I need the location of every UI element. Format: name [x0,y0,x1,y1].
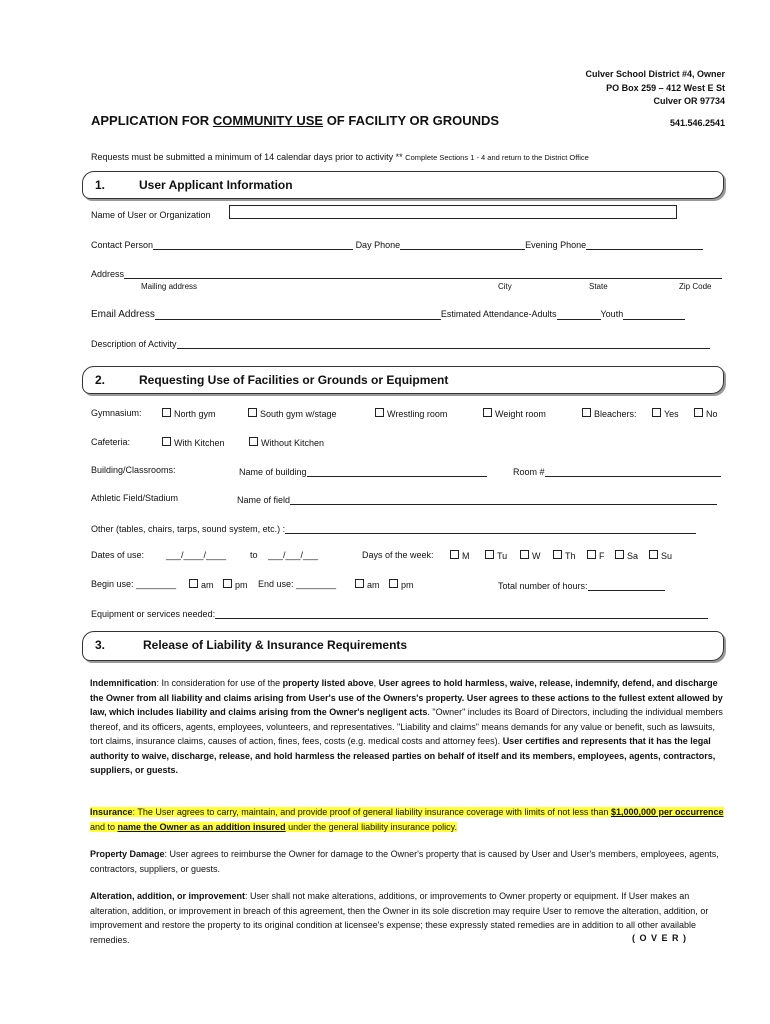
begin-pm-option[interactable] [223,579,248,590]
field-name-input[interactable] [290,493,717,505]
description-label: Description of Activity [91,339,177,349]
paragraph-heading: Alteration, addition, or improvement [90,891,246,901]
owner-address: PO Box 259 – 412 West E St [606,83,725,93]
section-number: 2. [95,373,106,387]
insurance-paragraph [90,805,726,834]
building-label: Building/Classrooms: [91,465,176,475]
option-label: pm [235,580,248,590]
begin-am-option[interactable] [189,579,214,590]
option-label: No [706,409,718,419]
checkbox-icon[interactable] [162,408,171,417]
paragraph-text: and to [90,821,118,832]
email-row [91,308,685,320]
option-label: Wrestling room [387,409,448,419]
section-number: 3. [95,638,106,652]
description-input[interactable] [177,337,710,349]
building-name-row [239,465,487,477]
day-label: M [462,551,470,561]
total-hours-row [498,579,665,591]
intro-complete: Complete Sections 1 - 4 and return to the District Office [405,153,589,162]
athletic-field-label: Athletic Field/Stadium [91,493,179,503]
mailing-address-caption: Mailing address [141,282,198,291]
evening-phone-input[interactable] [586,238,703,250]
option-label: Without Kitchen [261,438,325,448]
wrestling-room-option[interactable] [375,408,447,419]
day-phone-input[interactable] [400,238,525,250]
org-name-row [91,210,211,220]
title-underlined: COMMUNITY USE [212,113,324,128]
org-name-label: Name of User or Organization [91,210,211,220]
checkbox-icon[interactable] [694,408,703,417]
youth-label: Youth [600,309,624,319]
indemnification-paragraph [90,676,726,778]
paragraph-bold: name the Owner as an addition insured [117,821,286,832]
checkbox-icon[interactable] [375,408,384,417]
zip-caption: Zip Code [679,282,712,291]
day-thursday[interactable] [553,550,576,561]
south-gym-option[interactable] [248,408,337,419]
section-1-header [82,171,724,199]
checkbox-icon[interactable] [587,550,596,559]
field-name-label: Name of field [237,495,291,505]
day-label: Sa [627,551,639,561]
day-monday[interactable] [450,550,470,561]
section-title: User Applicant Information [139,178,293,192]
checkbox-icon[interactable] [249,437,258,446]
state-caption: State [589,282,608,291]
paragraph-text: : In consideration for use of the [156,678,283,688]
alteration-paragraph [90,889,726,947]
other-input[interactable] [285,522,696,534]
option-label: With Kitchen [174,438,225,448]
bleachers-no[interactable] [694,408,718,419]
section-title: Release of Liability & Insurance Requirements [143,638,408,652]
paragraph-text: : User shall not make alterations, additions, or improvements to Owner property or equipment. If User makes an alteration, addition, or improvement in breach of this agreement, then the Owner in its sole discretion may require User to remove the alteration, addition, or improvement and restore the property to its original condition at licensee's expense; these expressly stated remedies are in addition to all other available remedies. [90,891,709,945]
paragraph-heading: Indemnification [90,678,157,688]
equipment-label: Equipment or services needed: [91,609,216,619]
to-label: to [250,550,258,560]
checkbox-icon[interactable] [485,550,494,559]
without-kitchen-option[interactable] [249,437,324,448]
end-use-input[interactable]: End use: ________ [258,579,337,589]
paragraph-text: under the general liability insurance policy. [285,821,458,832]
checkbox-icon[interactable] [483,408,492,417]
section-2-header [82,366,724,394]
bleachers-option [582,408,637,419]
contact-row [91,238,703,250]
option-label: Weight room [495,409,546,419]
org-name-input[interactable] [229,205,677,219]
section-3-header [82,631,724,661]
checkbox-icon[interactable] [615,550,624,559]
date-start-input[interactable]: ___/____/____ [166,550,227,560]
dates-label: Dates of use: [91,550,145,560]
owner-city: Culver OR 97734 [653,96,725,106]
owner-phone: 541.546.2541 [669,118,725,128]
checkbox-icon[interactable] [652,408,661,417]
day-label: Th [565,551,576,561]
days-of-week-label: Days of the week: [362,550,434,560]
end-pm-option[interactable] [389,579,414,590]
paragraph-bold: User certifies and represents that it has the legal authority to waive, discharge, release, and hold harmless the released parties on behalf of itself and its members, employees, agents, contractors, suppliers, or guests. [90,736,716,775]
intro-line [91,152,589,162]
day-tuesday[interactable] [485,550,507,561]
day-phone-label: Day Phone [355,240,401,250]
over-note: ( O V E R ) [632,933,688,943]
checkbox-icon[interactable] [248,408,257,417]
other-label: Other (tables, chairs, tarps, sound system, etc.) : [91,524,286,534]
equipment-row [91,607,708,619]
property-damage-paragraph [90,847,726,876]
page-title [91,113,499,128]
checkbox-icon[interactable] [389,579,398,588]
cafeteria-label: Cafeteria: [91,437,131,447]
section-number: 1. [95,178,106,192]
day-label: Su [661,551,673,561]
checkbox-icon[interactable] [520,550,529,559]
address-label: Address [91,269,125,279]
checkbox-icon[interactable] [355,579,364,588]
option-label: pm [401,580,414,590]
attendance-label: Estimated Attendance-Adults [440,309,557,319]
building-name-label: Name of building [239,467,307,477]
day-label: F [599,551,605,561]
day-saturday[interactable] [615,550,638,561]
bleachers-yes[interactable] [652,408,679,419]
day-friday[interactable] [587,550,605,561]
day-label: W [532,551,541,561]
paragraph-bold: property listed above [282,678,374,688]
adults-input[interactable] [557,308,601,320]
checkbox-icon[interactable] [223,579,232,588]
room-row [513,465,721,477]
title-part: OF FACILITY OR GROUNDS [323,113,500,128]
total-hours-label: Total number of hours: [498,581,588,591]
option-label: Yes [664,409,679,419]
section-title: Requesting Use of Facilities or Grounds or Equipment [139,373,449,387]
option-label: Bleachers: [594,409,637,419]
other-row [91,522,696,534]
gymnasium-label: Gymnasium: [91,408,142,418]
option-label: am [367,580,380,590]
building-name-input[interactable] [307,465,487,477]
paragraph-heading: Property Damage [90,849,165,859]
paragraph-text: , [373,678,379,688]
day-sunday[interactable] [649,550,672,561]
with-kitchen-option[interactable] [162,437,225,448]
checkbox-icon[interactable] [582,408,591,417]
owner-name: Culver School District #4, Owner [585,69,725,79]
evening-phone-label: Evening Phone [525,240,587,250]
description-row [91,337,710,349]
day-wednesday[interactable] [520,550,541,561]
checkbox-icon[interactable] [162,437,171,446]
date-end-input[interactable]: ___/___/___ [268,550,319,560]
option-label: North gym [174,409,216,419]
equipment-input[interactable] [215,607,708,619]
day-label: Tu [497,551,508,561]
intro-requests: Requests must be submitted a minimum of 14 calendar days prior to activity ** [91,152,403,162]
address-input[interactable] [124,267,722,279]
end-am-option[interactable] [355,579,380,590]
email-input[interactable] [155,308,441,320]
field-name-row [237,493,717,505]
paragraph-bold: $1,000,000 per occurrence [610,807,724,817]
city-caption: City [498,282,512,291]
room-label: Room # [513,467,545,477]
paragraph-heading: Insurance [90,807,133,817]
paragraph-text: : User agrees to reimburse the Owner for damage to the Owner's property that is caused by User and User's members, employees, agents, contractors, suppliers, or guests. [90,849,719,874]
checkbox-icon[interactable] [649,550,658,559]
begin-use-input[interactable]: Begin use: ________ [91,579,177,589]
total-hours-input[interactable] [588,579,665,591]
email-label: Email Address [91,309,155,320]
north-gym-option[interactable] [162,408,216,419]
room-input[interactable] [545,465,721,477]
contact-input[interactable] [153,238,353,250]
contact-label: Contact Person [91,240,154,250]
option-label: am [201,580,214,590]
checkbox-icon[interactable] [450,550,459,559]
youth-input[interactable] [623,308,685,320]
title-part: APPLICATION FOR [91,113,213,128]
weight-room-option[interactable] [483,408,546,419]
option-label: South gym w/stage [260,409,337,419]
paragraph-text: : The User agrees to carry, maintain, and provide proof of general liability insurance coverage with limits of not less than [132,807,611,817]
checkbox-icon[interactable] [189,579,198,588]
checkbox-icon[interactable] [553,550,562,559]
address-row [91,267,722,279]
paragraph-text: . "Owner" includes its Board of Directors, including the individual members thereof, and its officers, agents, employees, volunteers, and representatives. "Liability and claims" means demands for any value or benefit, such as lawsuits, tort claims, insurance claims, causes of action, fines, fees, costs (e.g. medical costs and attorney fees). [90,707,723,746]
paragraph-bold: User agrees to hold harmless, waive, release, indemnify, defend, and discharge the Owner from all liability and claims arising from User's use of the Owners's property. User agrees to these actions to the fullest extent allowed by law, which includes liability and claims arising from the Owner's negligent acts [90,678,723,717]
